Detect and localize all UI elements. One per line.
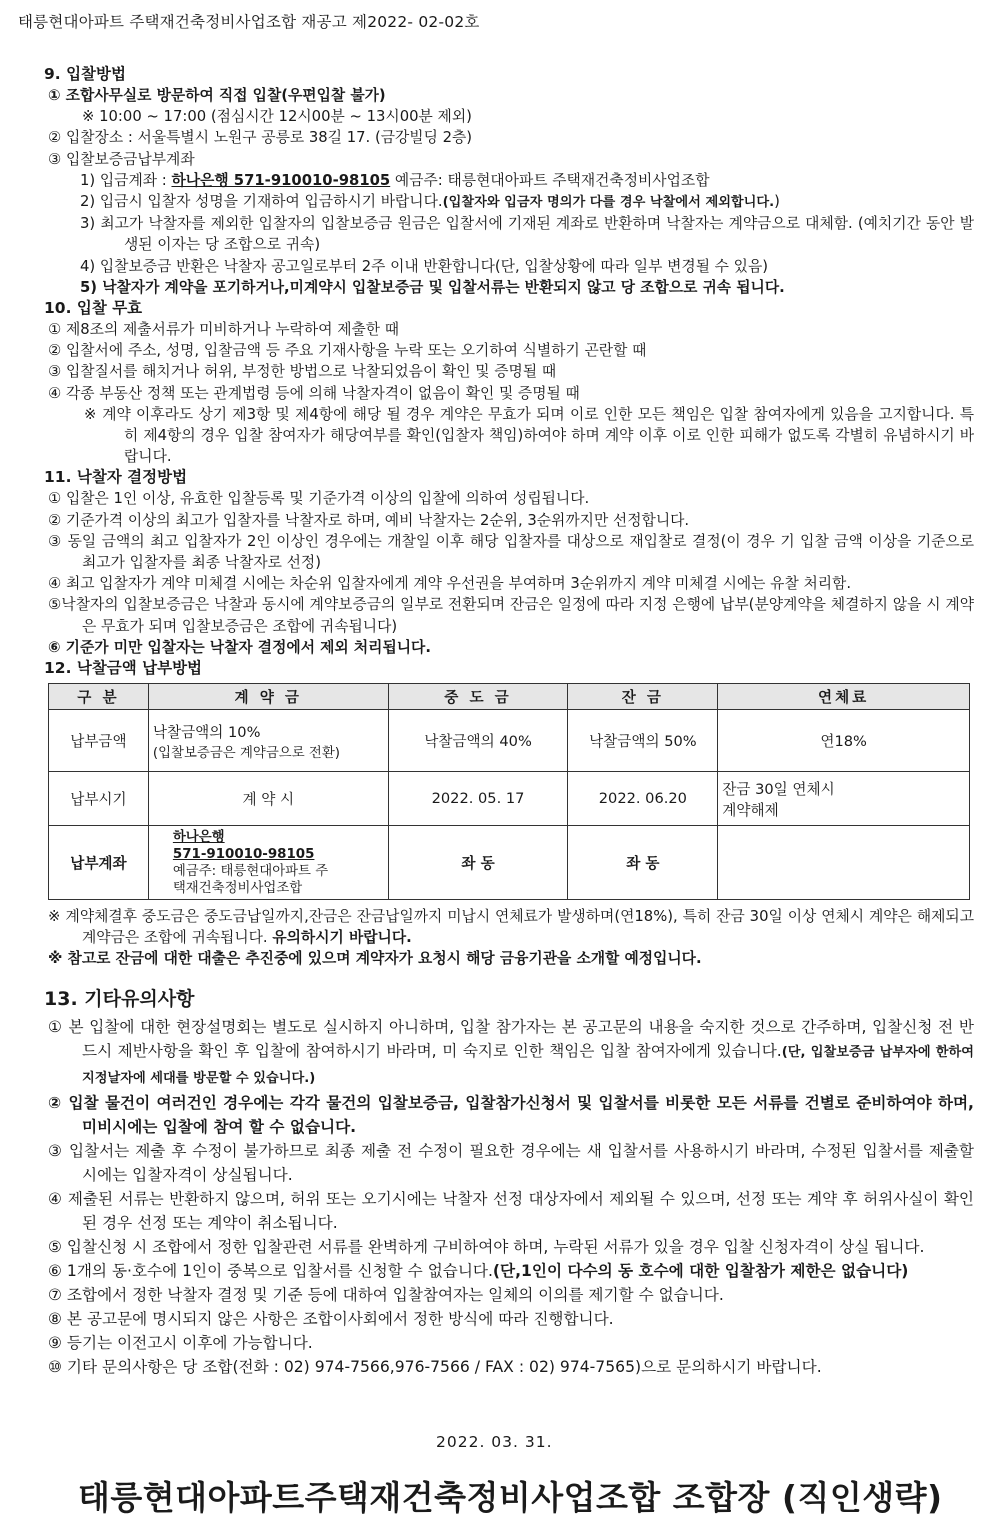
document-date: 2022. 03. 31. <box>436 1433 553 1451</box>
balance-cell: 좌 동 <box>568 826 718 900</box>
col-header: 잔 금 <box>568 684 718 710</box>
middle-cell: 좌 동 <box>388 826 568 900</box>
col-header: 연체료 <box>718 684 970 710</box>
penalty-cell: 잔금 30일 연체시 계약해제 <box>718 772 970 826</box>
table-row <box>49 710 970 772</box>
penalty-cell <box>718 826 970 900</box>
s13-item-7: ⑦ 조합에서 정한 낙찰자 결정 및 기준 등에 대하여 입찰참여자는 일체의 이의를 제기할 수 없습니다. <box>48 1285 724 1304</box>
s10-note: ※ 계약 이후라도 상기 제3항 및 제4항에 해당 될 경우 계약은 무효가 되며 이로 인한 모든 책임은 입찰 참여자에게 있음을 고지합니다. 특히 제4항의 경우 입찰 참여자가 해당여부를 확인(입찰자 책임)하여야 하며 계약 이후 이로 인한 피해가 없도록 각별히 유념하시기 바랍니다. <box>84 405 974 466</box>
s13-item-4: ④ 제출된 서류는 반환하지 않으며, 허위 또는 오기시에는 낙찰자 선정 대상자에서 제외될 수 있으며, 선정 또는 계약 후 허위사실이 확인된 경우 선정 또는 계약이 취소됩니다. <box>48 1189 974 1232</box>
section-13-title: 13. 기타유의사항 <box>44 987 195 1010</box>
s13-item-3: ③ 입찰서는 제출 후 수정이 불가하므로 최종 제출 전 수정이 필요한 경우에는 새 입찰서를 사용하시기 바라며, 수정된 입찰서를 제출할 시에는 입찰자격이 상실됩니다. <box>48 1141 974 1184</box>
middle-cell: 2022. 05. 17 <box>388 772 568 826</box>
section-10-title: 10. 입찰 무효 <box>44 299 143 318</box>
s12-note-1: ※ 계약체결후 중도금은 중도금납일까지,잔금은 잔금납일까지 미납시 연체료가 발생하며(연18%), 특히 잔금 30일 이상 연체시 계약은 해제되고 계약금은 조합에 귀속됩니다. 유의하시기 바랍니다. <box>48 908 974 947</box>
s9-sub-2: 2) 입금시 입찰자 성명을 기재하여 입금하시기 바랍니다.(입찰자와 입금자 명의가 다를 경우 낙찰에서 제외합니다.) <box>80 193 780 211</box>
col-header: 계 약 금 <box>148 684 388 710</box>
s9-item-1-note: ※ 10:00 ~ 17:00 (점심시간 12시00분 ~ 13시00분 제외) <box>82 108 472 126</box>
table-row <box>49 826 970 900</box>
s12-note-2: ※ 참고로 잔금에 대한 대출은 추진중에 있으며 계약자가 요청시 해당 금융기관을 소개할 예정입니다. <box>48 950 702 968</box>
s9-item-3: ③ 입찰보증금납부계좌 <box>48 150 195 168</box>
s9-sub-3: 3) 최고가 낙찰자를 제외한 입찰자의 입찰보증금 원금은 입찰서에 기재된 계좌로 반환하며 낙찰자는 계약금으로 대체함. (예치기간 동안 발생된 이자는 당 조합으로 귀속) <box>80 215 974 254</box>
col-header: 중 도 금 <box>388 684 568 710</box>
section-9-title: 9. 입찰방법 <box>44 65 126 83</box>
s9-account-line: 1) 입금계좌 : 하나은행 571-910010-98105 예금주: 태릉현대아파트 주택재건축정비사업조합 <box>80 171 710 189</box>
s11-item-4: ④ 최고 입찰자가 계약 미체결 시에는 차순위 입찰자에게 계약 우선권을 부여하며 3순위까지 계약 미체결 시에는 유찰 처리함. <box>48 575 852 593</box>
table-header-row <box>49 684 970 710</box>
deposit-cell: 계 약 시 <box>148 772 388 826</box>
account-number: 하나은행 571-910010-98105 <box>171 171 391 189</box>
s9-item-1: ① 조합사무실로 방문하여 직접 입찰(우편입찰 불가) <box>48 87 386 104</box>
table-row <box>49 772 970 826</box>
s13-item-1: ① 본 입찰에 대한 현장설명회는 별도로 실시하지 아니하며, 입찰 참가자는 본 공고문의 내용을 숙지한 것으로 간주하며, 입찰신청 전 반드시 제반사항을 확인 후 입찰에 참여하시기 바라며, 미 숙지로 인한 책임은 입찰 참여자에게 있습니다.(단, 입찰보증금 납부자에 한하여 지정날자에 세대를 방문할 수 있습니다.) <box>48 1017 975 1086</box>
s11-item-6: ⑥ 기준가 미만 입찰자는 낙찰자 결정에서 제외 처리됩니다. <box>48 638 431 656</box>
balance-cell: 2022. 06.20 <box>568 772 718 826</box>
section-12-title: 12. 낙찰금액 납부방법 <box>44 659 203 678</box>
s9-item-2: ② 입찰장소 : 서울특별시 노원구 공릉로 38길 17. (금강빌딩 2층) <box>48 129 473 147</box>
s10-item-2: ② 입찰서에 주소, 성명, 입찰금액 등 주요 기재사항을 누락 또는 오기하여 식별하기 곤란할 때 <box>48 342 647 360</box>
document-body <box>44 62 974 1379</box>
account-cell: 하나은행 571-910010-98105 예금주: 태릉현대아파트 주 택재건축정비사업조합 <box>148 826 388 900</box>
signature-line: 태릉현대아파트주택재건축정비사업조합 조합장 (직인생략) <box>78 1478 943 1517</box>
row-label: 납부시기 <box>49 772 149 826</box>
deposit-cell: 낙찰금액의 10% (입찰보증금은 계약금으로 전환) <box>148 710 388 772</box>
s9-sub-4: 4) 입찰보증금 반환은 낙찰자 공고일로부터 2주 이내 반환합니다(단, 입찰상황에 따라 일부 변경될 수 있음) <box>80 257 769 275</box>
row-label: 납부계좌 <box>49 826 149 900</box>
middle-cell: 낙찰금액의 40% <box>388 710 568 772</box>
s9-sub-5: 5) 낙찰자가 계약을 포기하거나,미계약시 입찰보증금 및 입찰서류는 반환되지 않고 당 조합으로 귀속 됩니다. <box>80 278 785 296</box>
s10-item-4: ④ 각종 부동산 정책 또는 관계법령 등에 의해 낙찰자격이 없음이 확인 및 증명될 때 <box>48 384 580 402</box>
s10-item-1: ① 제8조의 제출서류가 미비하거나 누락하여 제출한 때 <box>48 321 400 339</box>
section-11-title: 11. 낙찰자 결정방법 <box>44 468 188 487</box>
s11-item-1: ① 입찰은 1인 이상, 유효한 입찰등록 및 기준가격 이상의 입찰에 의하여 성립됩니다. <box>48 490 590 508</box>
s11-item-3: ③ 동일 금액의 최고 입찰자가 2인 이상인 경우에는 개찰일 이후 해당 입찰자를 대상으로 재입찰로 결정(이 경우 기 입찰 금액 이상을 기준으로 최고가 입찰자를 최종 낙찰자로 선정) <box>48 532 974 572</box>
s13-item-9: ⑨ 등기는 이전고시 이후에 가능합니다. <box>48 1333 313 1352</box>
row-label: 납부금액 <box>49 710 149 772</box>
penalty-cell: 연18% <box>718 710 970 772</box>
col-header: 구 분 <box>49 684 149 710</box>
payment-table <box>48 683 970 900</box>
s13-item-2: ② 입찰 물건이 여러건인 경우에는 각각 물건의 입찰보증금, 입찰참가신청서 및 입찰서를 비롯한 모든 서류를 건별로 준비하여야 하며, 미비시에는 입찰에 참여 할 수 없습니다. <box>48 1093 974 1136</box>
s13-item-10: ⑩ 기타 문의사항은 당 조합(전화 : 02) 974-7566,976-7566 / FAX : 02) 974-7565)으로 문의하시기 바랍니다. <box>48 1357 822 1376</box>
balance-cell: 낙찰금액의 50% <box>568 710 718 772</box>
s10-item-3: ③ 입찰질서를 해치거나 허위, 부정한 방법으로 낙찰되었음이 확인 및 증명될 때 <box>48 363 557 381</box>
document-header: 태릉현대아파트 주택재건축정비사업조합 재공고 제2022- 02-02호 <box>18 13 480 31</box>
s11-item-5: ⑤낙찰자의 입찰보증금은 낙찰과 동시에 계약보증금의 일부로 전환되며 잔금은 일정에 따라 지정 은행에 납부(분양계약을 체결하지 않을 시 계약은 무효가 되며 입찰보증금은 조합에 귀속됩니다) <box>48 596 974 635</box>
s13-item-5: ⑤ 입찰신청 시 조합에서 정한 입찰관련 서류를 완벽하게 구비하여야 하며, 누락된 서류가 있을 경우 입찰 신청자격이 상실 됩니다. <box>48 1237 925 1256</box>
s11-item-2: ② 기준가격 이상의 최고가 입찰자를 낙찰자로 하며, 예비 낙찰자는 2순위, 3순위까지만 선정합니다. <box>48 511 690 529</box>
s13-item-8: ⑧ 본 공고문에 명시되지 않은 사항은 조합이사회에서 정한 방식에 따라 진행합니다. <box>48 1309 614 1328</box>
s13-item-6: ⑥ 1개의 동·호수에 1인이 중복으로 입찰서를 신청할 수 없습니다.(단,1인이 다수의 동 호수에 대한 입찰참가 제한은 없습니다) <box>48 1261 909 1280</box>
